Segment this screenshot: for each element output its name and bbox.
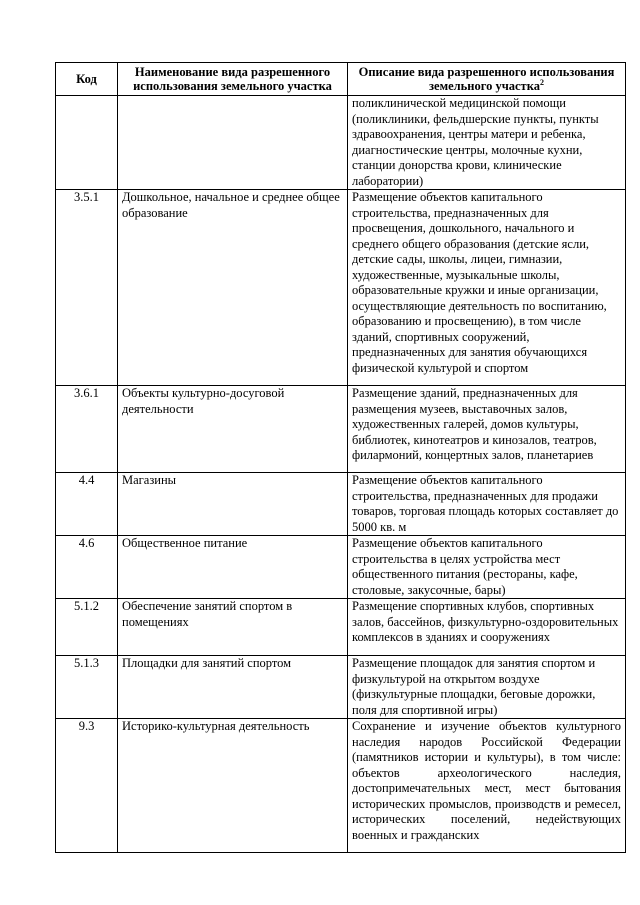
- row-description: Сохранение и изучение объектов культурного наследия народов Российской Федерации (памятников истории и культуры), в том числе: объектов археологического наследия, достопримечательных мест, мест бытования исторических промыслов, производств и ремесел, исторических поселений, недействующих военных и гражданских: [348, 719, 626, 853]
- row-name: Дошкольное, начальное и среднее общее образование: [118, 190, 348, 386]
- header-description: [348, 63, 626, 96]
- table-row: [56, 473, 626, 536]
- row-code: 9.3: [56, 719, 118, 853]
- row-code: 4.4: [56, 473, 118, 536]
- row-description: поликлинической медицинской помощи (поликлиники, фельдшерские пункты, пункты здравоохранения, центры матери и ребенка, диагностические центры, молочные кухни, станции донорства крови, клинические лаборатории): [348, 96, 626, 190]
- row-code: 3.6.1: [56, 386, 118, 473]
- row-description: Размещение объектов капитального строительства, предназначенных для продажи товаров, торговая площадь которых составляет до 5000 кв. м: [348, 473, 626, 536]
- row-description: Размещение объектов капитального строительства в целях устройства мест общественного питания (рестораны, кафе, столовые, закусочные, бары): [348, 536, 626, 599]
- table-row: [56, 96, 626, 190]
- row-name: Магазины: [118, 473, 348, 536]
- row-code: 3.5.1: [56, 190, 118, 386]
- row-code: 5.1.2: [56, 599, 118, 656]
- header-name: Наименование вида разрешенного использования земельного участка: [118, 63, 348, 96]
- table-row: [56, 536, 626, 599]
- row-code: [56, 96, 118, 190]
- table-row: [56, 719, 626, 853]
- row-name: Обеспечение занятий спортом в помещениях: [118, 599, 348, 656]
- row-description: Размещение спортивных клубов, спортивных залов, бассейнов, физкультурно-оздоровительных комплексов в зданиях и сооружениях: [348, 599, 626, 656]
- row-description: Размещение площадок для занятия спортом и физкультурой на открытом воздухе (физкультурные площадки, беговые дорожки, поля для спортивной игры): [348, 656, 626, 719]
- row-name: Объекты культурно-досуговой деятельности: [118, 386, 348, 473]
- header-description-text: Описание вида разрешенного использования земельного участка: [358, 65, 615, 93]
- land-use-table: [55, 62, 626, 853]
- row-code: 5.1.3: [56, 656, 118, 719]
- table-row: [56, 599, 626, 656]
- footnote-marker: 2: [539, 77, 544, 87]
- row-description: Размещение объектов капитального строительства, предназначенных для просвещения, дошкольного, начального и среднего общего образования (детские ясли, детские сады, школы, лицеи, гимназии, художественные, музыкальные школы, образовательные кружки и иные организации, осуществляющие деятельность по воспитанию, образованию и просвещению), в том числе зданий, спортивных сооружений, предназначенных для занятия обучающихся физической культурой и спортом: [348, 190, 626, 386]
- row-code: 4.6: [56, 536, 118, 599]
- table-body: [56, 96, 626, 853]
- row-name: Историко-культурная деятельность: [118, 719, 348, 853]
- row-name: [118, 96, 348, 190]
- row-description: Размещение зданий, предназначенных для размещения музеев, выставочных залов, художественных галерей, домов культуры, библиотек, кинотеатров и кинозалов, театров, филармоний, концертных залов, планетариев: [348, 386, 626, 473]
- header-code: Код: [56, 63, 118, 96]
- table-header: [56, 63, 626, 96]
- header-row: [56, 63, 626, 96]
- row-name: Общественное питание: [118, 536, 348, 599]
- table-row: [56, 386, 626, 473]
- row-name: Площадки для занятий спортом: [118, 656, 348, 719]
- table-row: [56, 656, 626, 719]
- table-row: [56, 190, 626, 386]
